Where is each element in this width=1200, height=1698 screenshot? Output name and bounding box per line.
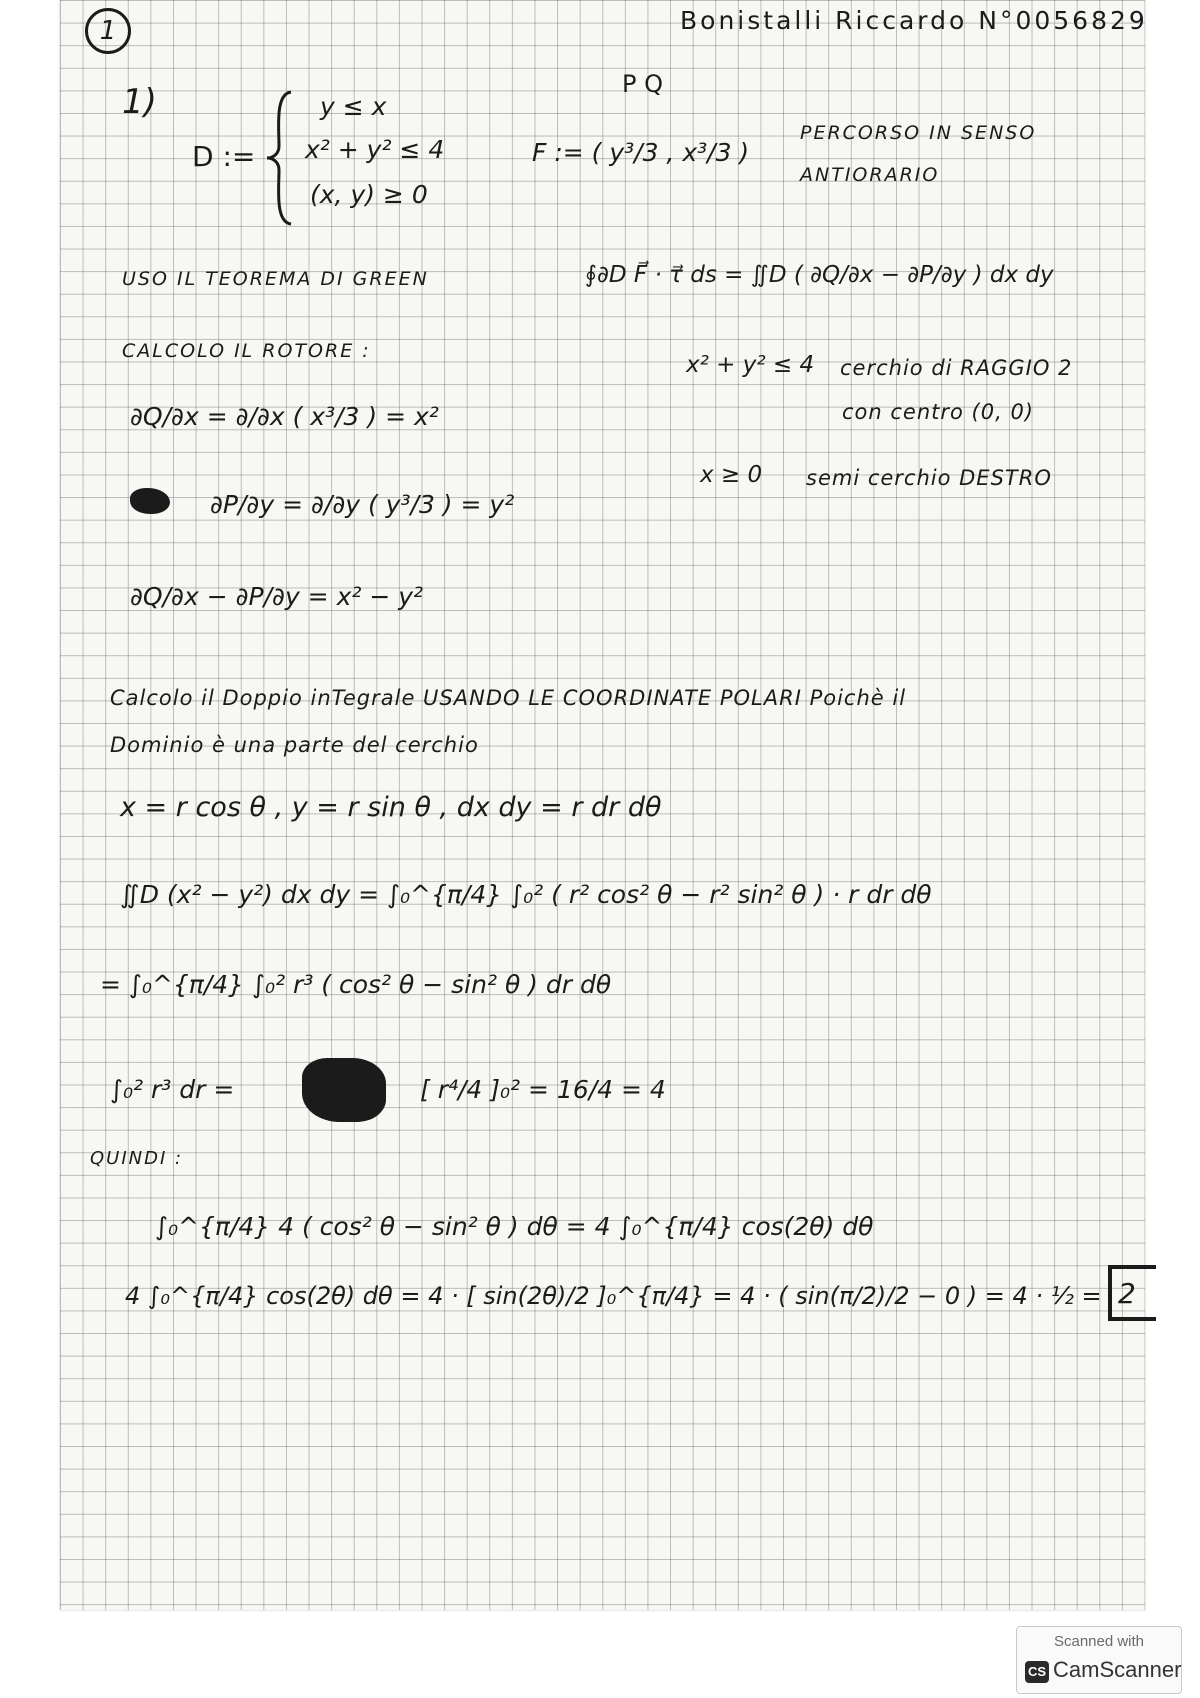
conclusion-integral-2: 4 ∫₀^{π/4} cos(2θ) dθ = 4 · [ sin(2θ)/2 ]₀^{π/4} = 4 · ( sin(π/2)/2 − 0 ) = 4 · ½ = [125,1282,1102,1310]
curl-difference: ∂Q/∂x − ∂P/∂y = x² − y² [130,582,424,611]
green-theorem-label: USO IL TEOREMA DI GREEN [122,268,429,290]
polar-intro-2: Dominio è una parte del cerchio [110,733,479,757]
orientation-note-1: PERCORSO IN SENSO [800,122,1037,144]
radial-integral-lhs: ∫₀² r³ dr = [110,1075,235,1104]
page-number: 1 [85,8,131,54]
radial-integral-rhs: [ r⁴/4 ]₀² = 16/4 = 4 [420,1075,666,1104]
domain-brace [265,88,295,228]
curl-label: CALCOLO IL ROTORE : [122,340,371,362]
half-plane-condition: x ≥ 0 [700,462,763,488]
domain-line-2: x² + y² ≤ 4 [305,135,445,164]
half-circle-description: semi cerchio DESTRO [806,466,1052,490]
polar-integral-1: ∬D (x² − y²) dx dy = ∫₀^{π/4} ∫₀² ( r² cos² θ − r² sin² θ ) · r dr dθ [120,880,932,909]
conclusion-integral-1: ∫₀^{π/4} 4 ( cos² θ − sin² θ ) dθ = 4 ∫₀^{π/4} cos(2θ) dθ [155,1212,874,1241]
domain-label: D := [192,140,256,173]
vector-field: F := ( y³/3 , x³/3 ) [532,138,750,167]
exercise-index: 1) [122,82,157,122]
dp-dy: ∂P/∂y = ∂/∂y ( y³/3 ) = y² [210,490,515,519]
polar-substitution: x = r cos θ , y = r sin θ , dx dy = r dr dθ [120,792,662,823]
region-inequality: x² + y² ≤ 4 [686,352,815,378]
student-name-id: Bonistalli Riccardo N°0056829 [680,6,1148,35]
polar-intro-1: Calcolo il Doppio inTegrale USANDO LE COORDINATE POLARI Poichè il [110,686,907,710]
field-pq-labels: P Q [622,70,663,98]
green-formula: ∮∂D F⃗ · τ⃗ ds = ∬D ( ∂Q/∂x − ∂P/∂y ) dx dy [585,262,1054,288]
orientation-note-2: ANTIORARIO [800,164,940,186]
dq-dx: ∂Q/∂x = ∂/∂x ( x³/3 ) = x² [130,402,439,431]
camscanner-badge [1016,1626,1182,1694]
domain-line-3: (x, y) ≥ 0 [310,180,428,209]
circle-radius: cerchio di RAGGIO 2 [840,356,1073,380]
scribble-out [130,488,170,514]
camscanner-name: CamScanner [1053,1657,1182,1682]
scanned-with-label: Scanned with [1053,1633,1145,1650]
final-result-box: 2 [1108,1265,1156,1321]
camscanner-logo-icon: CS [1025,1661,1049,1683]
circle-center: con centro (0, 0) [842,400,1035,424]
conclusion-label: QUINDI : [90,1148,184,1169]
polar-integral-2: = ∫₀^{π/4} ∫₀² r³ ( cos² θ − sin² θ ) dr dθ [100,970,612,999]
scribble-out-2 [302,1058,386,1122]
domain-line-1: y ≤ x [320,92,387,121]
